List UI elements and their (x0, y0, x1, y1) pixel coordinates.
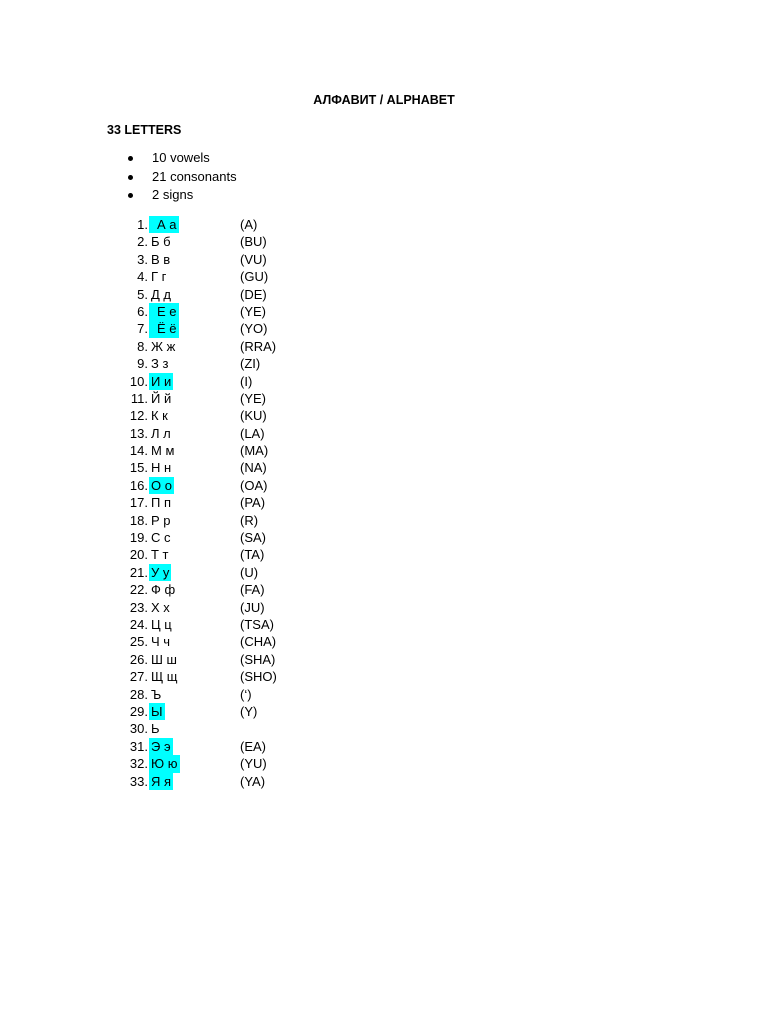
list-number: 14. (129, 443, 148, 459)
bullet-icon (128, 193, 133, 198)
list-number: 22. (129, 582, 148, 598)
letter: Л л (151, 425, 171, 441)
alphabet-row (0, 755, 400, 772)
alphabet-row (0, 703, 400, 720)
letter-count-heading: 33 LETTERS (107, 123, 182, 137)
list-number: 8. (137, 338, 148, 354)
transliteration: (EA) (240, 738, 266, 754)
vowel-letter: Ы (151, 703, 163, 719)
transliteration: (VU) (240, 251, 267, 267)
letter: Т т (151, 547, 169, 563)
list-number: 21. (129, 564, 148, 580)
list-number: 2. (137, 234, 148, 250)
alphabet-row (0, 564, 400, 581)
summary-text: 10 vowels (152, 150, 210, 165)
transliteration: (DE) (240, 286, 267, 302)
alphabet-row (0, 338, 400, 355)
transliteration: (RRA) (240, 338, 277, 354)
alphabet-row (0, 286, 400, 303)
letter: Б б (151, 234, 171, 250)
summary-text: 2 signs (152, 187, 194, 203)
alphabet-row (0, 686, 400, 703)
list-number: 16. (129, 477, 148, 493)
alphabet-row (0, 251, 400, 268)
letter: Ъ (151, 686, 162, 702)
transliteration: (FA) (240, 582, 265, 598)
alphabet-row (0, 407, 400, 424)
transliteration: (YA) (240, 773, 266, 789)
alphabet-row (0, 599, 400, 616)
alphabet-row (0, 233, 400, 250)
letter: Ц ц (151, 616, 172, 632)
transliteration: (PA) (240, 495, 266, 511)
alphabet-row (0, 442, 400, 459)
list-number: 27. (129, 669, 148, 685)
document-title: АЛФАВИТ / ALPHABET (313, 93, 455, 107)
list-number: 26. (129, 651, 148, 667)
transliteration: (‘) (240, 686, 252, 702)
alphabet-row (0, 268, 400, 285)
list-number: 7. (137, 321, 148, 337)
alphabet-row (0, 529, 400, 546)
alphabet-row (0, 616, 400, 633)
letter: М м (151, 443, 175, 459)
transliteration: (ZI) (240, 356, 261, 372)
alphabet-row (0, 459, 400, 476)
transliteration: (YO) (240, 321, 268, 337)
letter: Н н (151, 460, 172, 476)
list-number: 17. (129, 495, 148, 511)
list-number: 3. (137, 251, 148, 267)
letter: Г г (151, 269, 167, 285)
list-number: 19. (129, 530, 148, 546)
alphabet-row (0, 738, 400, 755)
list-number: 12. (129, 408, 148, 424)
vowel-letter: И и (151, 373, 172, 389)
transliteration: (GU) (240, 269, 269, 285)
list-number: 1. (137, 217, 148, 232)
alphabet-row (0, 668, 400, 685)
transliteration: (JU) (240, 599, 265, 615)
alphabet-row (0, 355, 400, 372)
transliteration: (I) (240, 373, 253, 389)
letter: Й й (151, 390, 172, 406)
alphabet-row (0, 303, 400, 320)
alphabet-row (0, 477, 400, 494)
letter: С с (151, 530, 171, 546)
letter: Ж ж (151, 338, 176, 354)
transliteration: (SHO) (240, 669, 277, 685)
list-number: 28. (129, 686, 148, 702)
list-number: 25. (129, 634, 148, 650)
list-number: 24. (129, 616, 148, 632)
list-number: 23. (129, 599, 148, 615)
transliteration: (Y) (240, 703, 258, 719)
list-number: 9. (137, 356, 148, 372)
list-number: 4. (137, 269, 148, 285)
alphabet-row (0, 390, 400, 407)
transliteration: (CHA) (240, 634, 277, 650)
alphabet-row (0, 373, 400, 390)
letter: Ш ш (151, 651, 177, 667)
transliteration: (SHA) (240, 651, 276, 667)
transliteration: (BU) (240, 234, 267, 250)
letter: Х х (151, 599, 170, 615)
letter: Д д (151, 286, 172, 302)
vowel-letter: Е е (149, 303, 179, 320)
list-number: 6. (137, 303, 148, 319)
letter: П п (151, 495, 171, 511)
transliteration: (TA) (240, 547, 265, 563)
letter: Ь (151, 721, 160, 737)
alphabet-row (0, 546, 400, 563)
letter: Щ щ (151, 669, 178, 685)
vowel-letter: О о (151, 477, 172, 493)
list-number: 32. (129, 756, 148, 772)
alphabet-list (0, 216, 400, 790)
transliteration: (KU) (240, 408, 267, 424)
list-number: 18. (129, 512, 148, 528)
vowel-letter: Э э (151, 738, 171, 754)
vowel-letter: А а (149, 216, 179, 233)
list-number: 13. (129, 425, 148, 441)
list-number: 10. (129, 373, 148, 389)
alphabet-row (0, 581, 400, 598)
transliteration: (YU) (240, 756, 267, 772)
summary-text: 21 consonants (152, 168, 237, 184)
transliteration: (TSA) (240, 616, 274, 632)
letter: Ф ф (151, 582, 176, 598)
list-number: 11. (130, 390, 148, 406)
letter: В в (151, 251, 171, 267)
alphabet-row (0, 773, 400, 790)
list-number: 30. (129, 721, 148, 737)
alphabet-row (0, 320, 400, 337)
transliteration: (NA) (240, 460, 267, 476)
transliteration: (YE) (240, 303, 266, 319)
vowel-letter: У у (151, 564, 170, 580)
transliteration: (U) (240, 564, 259, 580)
list-number: 29. (129, 703, 148, 719)
vowel-letter: Я я (151, 773, 172, 789)
transliteration: (MA) (240, 443, 269, 459)
alphabet-row (0, 720, 400, 737)
letter: З з (151, 356, 169, 372)
alphabet-row (0, 216, 400, 233)
list-number: 33. (129, 773, 148, 789)
list-number: 20. (129, 547, 148, 563)
list-number: 31. (129, 738, 148, 754)
alphabet-row (0, 425, 400, 442)
list-number: 5. (137, 286, 148, 302)
alphabet-row (0, 633, 400, 650)
transliteration: (SA) (240, 530, 266, 546)
bullet-icon (128, 175, 133, 180)
transliteration: (YE) (240, 390, 266, 406)
alphabet-row (0, 512, 400, 529)
transliteration: (R) (240, 512, 259, 528)
transliteration: (A) (240, 217, 258, 232)
letter: Р р (151, 512, 171, 528)
bullet-icon (128, 156, 133, 161)
transliteration: (LA) (240, 425, 265, 441)
vowel-letter: Ё ё (149, 320, 179, 337)
list-number: 15. (129, 460, 148, 476)
letter: Ч ч (151, 634, 171, 650)
vowel-letter: Ю ю (151, 756, 178, 772)
alphabet-row (0, 651, 400, 668)
letter: К к (151, 408, 168, 424)
transliteration: (OA) (240, 477, 268, 493)
alphabet-row (0, 494, 400, 511)
